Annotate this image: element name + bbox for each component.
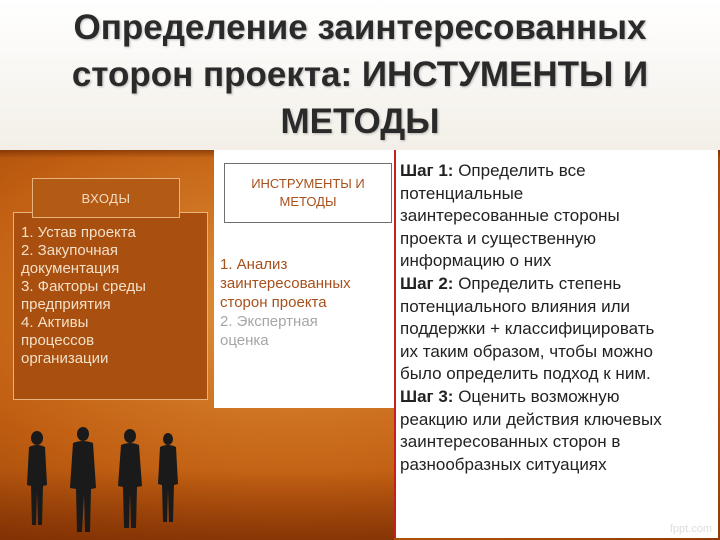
inputs-item: предприятия	[21, 296, 111, 313]
tools-item: 1. Анализ	[220, 256, 288, 273]
steps-text	[400, 160, 716, 476]
step-line: информацию о них	[400, 251, 552, 271]
step-1	[400, 160, 716, 273]
inputs-item: документация	[21, 260, 120, 277]
step-line: разнообразных ситуациях	[400, 454, 607, 474]
tools-item: оценка	[220, 332, 269, 349]
inputs-item: 3. Факторы среды	[21, 278, 146, 295]
step-line: реакцию или действия ключевых	[400, 409, 662, 429]
tools-header-line: ИНСТРУМЕНТЫ И	[251, 176, 365, 191]
step-3	[400, 386, 716, 476]
step-line: проекта и существенную	[400, 228, 597, 248]
step-line: поддержки + классифицировать	[400, 319, 655, 339]
step-line: Оценить возможную	[453, 386, 620, 406]
watermark: fppt.com	[669, 523, 712, 535]
step-line: потенциальные	[400, 183, 524, 203]
tools-header-line: МЕТОДЫ	[279, 194, 337, 209]
step-line: их таким образом, чтобы можно	[400, 341, 653, 361]
inputs-item: 2. Закупочная	[21, 242, 119, 259]
tools-item: заинтересованных	[220, 275, 351, 292]
step-line: было определить подход к ним.	[400, 364, 651, 384]
step-line: заинтересованные стороны	[400, 206, 620, 226]
tools-header	[228, 175, 388, 211]
tools-item: 2. Экспертная	[220, 313, 318, 330]
step-line: заинтересованных сторон в	[400, 432, 621, 452]
inputs-label: ВХОДЫ	[81, 190, 131, 206]
tools-item: сторон проекта	[220, 294, 327, 311]
tools-header-box	[224, 163, 392, 223]
inputs-item: организации	[21, 350, 109, 367]
inputs-item: процессов	[21, 332, 95, 349]
title-line: Определение заинтересованных	[73, 8, 647, 47]
step-2	[400, 273, 716, 386]
people-silhouettes-illustration	[0, 400, 394, 540]
step-line: потенциального влияния или	[400, 296, 631, 316]
step-label: Шаг 3:	[400, 386, 454, 406]
slide-title	[20, 4, 700, 145]
inputs-label-box	[32, 178, 180, 218]
inputs-item: 1. Устав проекта	[21, 224, 136, 241]
step-label: Шаг 1:	[400, 161, 454, 180]
inputs-list	[21, 224, 204, 368]
inputs-item: 4. Активы	[21, 314, 89, 331]
tools-list	[220, 255, 398, 350]
step-label: Шаг 2:	[400, 273, 454, 293]
step-line: Определить степень	[453, 273, 622, 293]
title-line: МЕТОДЫ	[280, 102, 440, 141]
step-line: Определить все	[453, 161, 586, 180]
title-line: сторон проекта: ИНСТУМЕНТЫ И	[71, 55, 649, 94]
